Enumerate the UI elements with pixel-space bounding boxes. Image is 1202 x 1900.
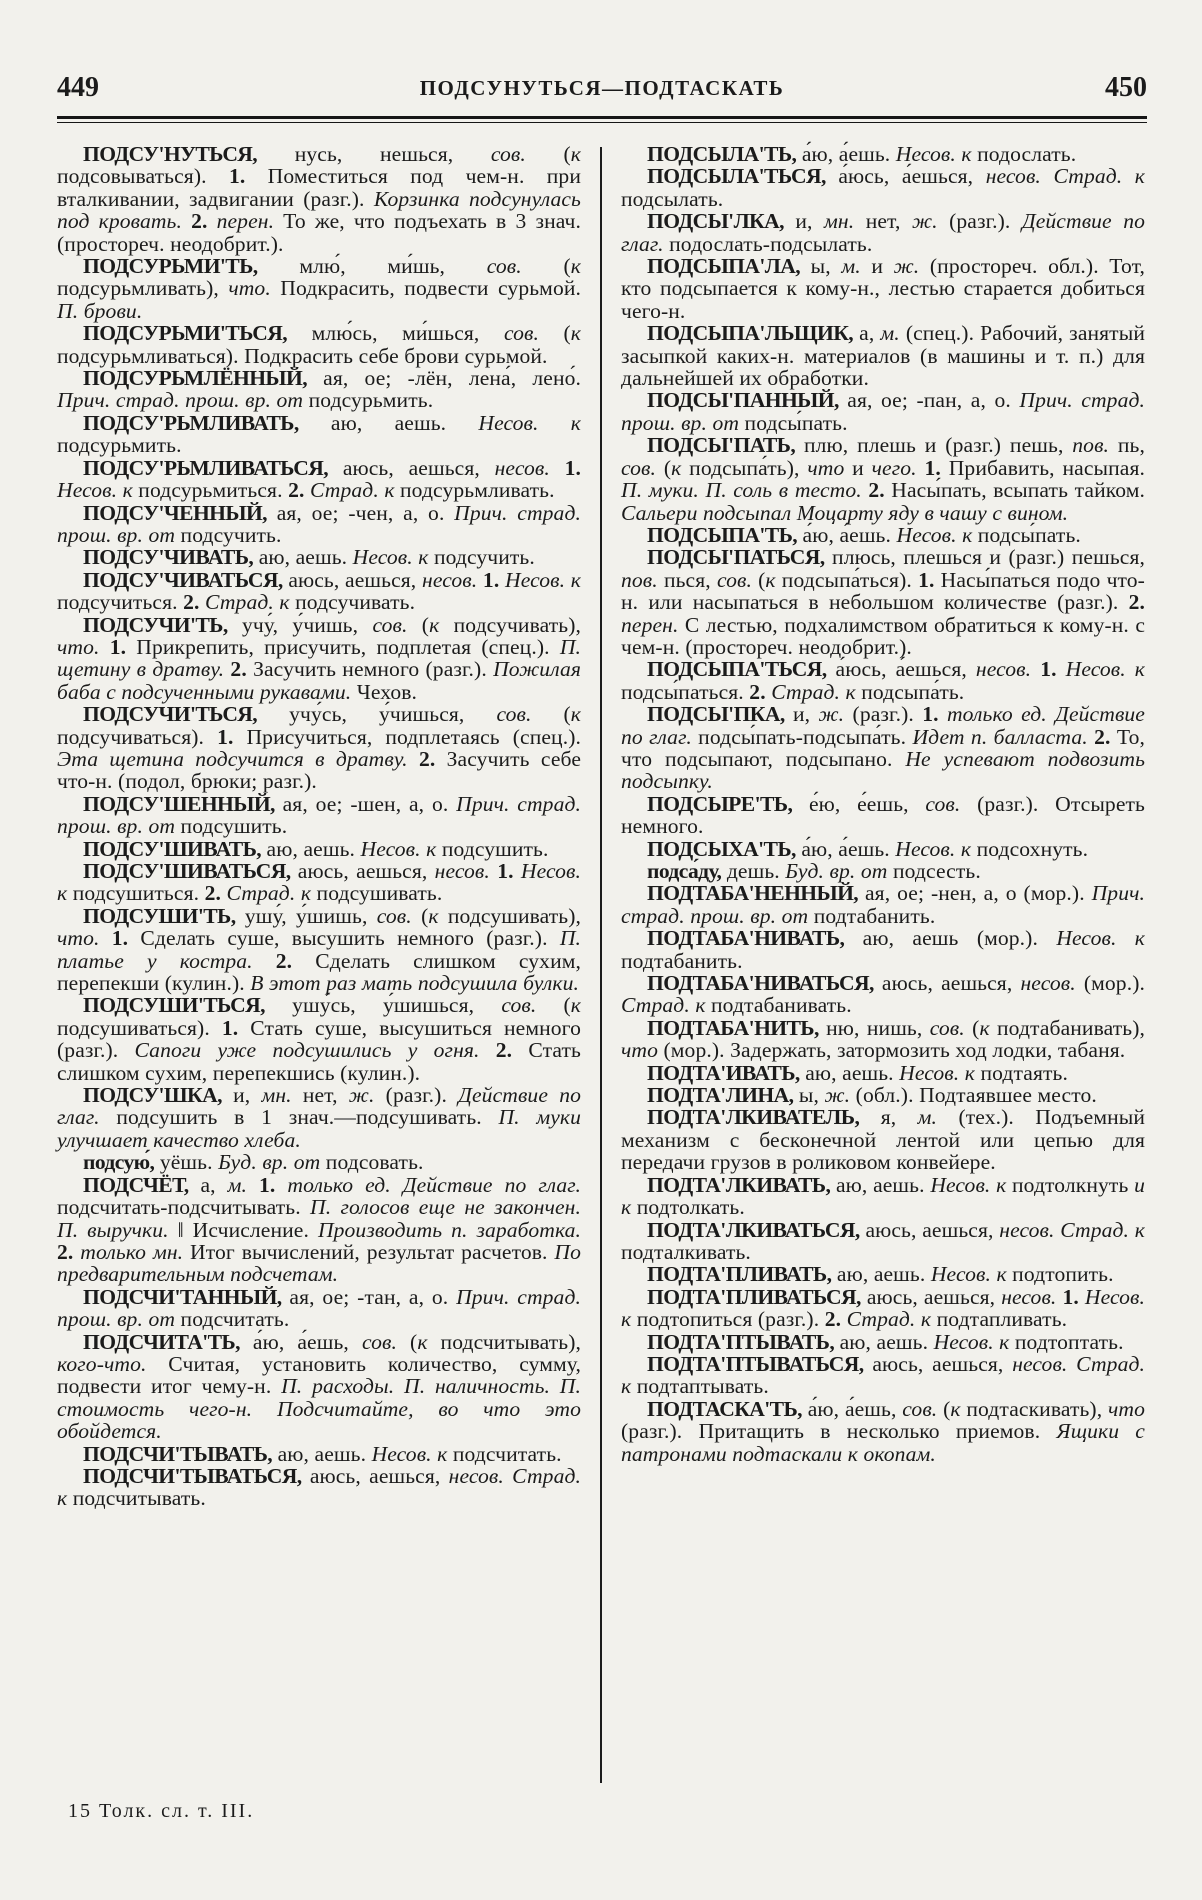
dictionary-entry: ПОДСЧИТА'ТЬ, а́ю, а́ешь, сов. (к подсчитывать), кого-что. Считая, установить количество, сумму, подвести итог чему-н. П. расходы. П. наличность. П. стоимость чего-н. Подсчитайте, во что это обойдется. [57,1329,581,1444]
dictionary-entry: ПОДСУЧИ'ТЬСЯ, учу́сь, у́чишься, сов. (к подсучиваться). 1. Присучиться, подплетаясь (спец.). Эта щетина подсучится в дратву. 2. Засучить себе что-н. (подол, брюки; разг.). [57,702,582,794]
dictionary-entry: ПОДСУ'ЧИВАТЬСЯ, аюсь, аешься, несов. 1. Несов. к подсучиться. 2. Страд. к подсучивать. [57,567,582,615]
dictionary-entry: ПОДСУ'ШИВАТЬ, аю, аешь. Несов. к подсушить. [83,836,549,861]
dictionary-entry: ПОДТА'ЛИНА, ы, ж. (обл.). Подтаявшее место. [647,1083,1097,1108]
dictionary-entry: ПОДТА'ЛКИВАТЬ, аю, аешь. Несов. к подтолкнуть и к подтолкать. [621,1172,1146,1220]
dictionary-entry: ПОДСУ'ШЕННЫЙ, ая, ое; -шен, а, о. Прич. страд. прош. вр. от подсушить. [57,791,581,839]
dictionary-entry: ПОДСЫПА'ТЬСЯ, а́юсь, а́ешься, несов. 1. Несов. к подсы́паться. 2. Страд. к подсыпа́ть. [621,657,1146,704]
text-columns [57,143,1147,1793]
dictionary-entry: ПОДТА'ПЛИВАТЬСЯ, аюсь, аешься, несов. 1. Несов. к подтопиться (разг.). 2. Страд. к подтапливать. [621,1284,1146,1332]
dictionary-entry: ПОДТА'ЛКИВАТЬСЯ, аюсь, аешься, несов. Страд. к подталкивать. [621,1217,1145,1264]
dictionary-entry: ПОДСУЧИ'ТЬ, учу́, у́чишь, сов. (к подсучивать), что. 1. Прикрепить, присучить, подплетая (спец.). П. щетину в дратву. 2. Засучить немного (разг.). Пожилая баба с подсученными рукавами. Чехов. [57,612,582,704]
dictionary-entry: ПОДСУРЬМЛЁННЫЙ, ая, ое; -лён, лена́, лено́. Прич. страд. прош. вр. от подсурьмить. [57,366,581,413]
dictionary-entry: ПОДСЫ'ПКА, и, ж. (разг.). 1. только ед. Действие по глаг. подсы́пать-подсыпа́ть. Идет п. балласта. 2. То, что подсыпают, подсыпано. Не успевают подвозить подсыпку. [621,702,1145,794]
dictionary-entry: ПОДСЫЛА'ТЬСЯ, а́юсь, а́ешься, несов. Страд. к подсылать. [621,164,1145,211]
dictionary-entry: ПОДСУ'ЧЕННЫЙ, ая, ое; -чен, а, о. Прич. страд. прош. вр. от подсучить. [57,500,581,547]
dictionary-entry: ПОДСУ'ЧИВАТЬ, аю, аешь. Несов. к подсучить. [83,545,535,570]
dictionary-entry: ПОДТАБА'НИТЬ, ню, нишь, сов. (к подтабанивать), что (мор.). Задержать, затормозить ход лодки, табаня. [621,1015,1146,1063]
dictionary-entry: ПОДТА'ИВАТЬ, аю, аешь. Несов. к подтаять. [647,1060,1069,1085]
column-divider [600,147,602,1783]
dictionary-entry: ПОДСЫРЕ'ТЬ, е́ю, е́ешь, сов. (разг.). Отсыреть немного. [621,791,1145,839]
dictionary-entry: ПОДСЧИ'ТАННЫЙ, ая, ое; -тан, а, о. Прич. страд. прош. вр. от подсчитать. [57,1284,581,1332]
dictionary-entry: ПОДСЧЁТ, а, м. 1. только ед. Действие по глаг. подсчитать-подсчитывать. П. голосов еще не закончен. П. выручки. ‖ Исчисление. Производить п. заработка. 2. только мн. Итог вычислений, результат расчетов. По предварительным подсчетам. [57,1172,582,1287]
left-column [57,143,581,1793]
dictionary-entry: ПОДСУШИ'ТЬСЯ, ушу́сь, у́шишься, сов. (к подсушиваться). 1. Стать суше, высушиться немного (разг.). Сапоги уже подсушились у огня. 2. Стать слишком сухим, перепекшись (кулин.). [57,993,581,1085]
dictionary-entry: ПОДСУРЬМИ'ТЬ, млю́, ми́шь, сов. (к подсурьмливать), что. Подкрасить, подвести сурьмой. П. брови. [57,254,581,323]
dictionary-entry: ПОДТАБА'НЕННЫЙ, ая, ое; -нен, а, о (мор.). Прич. страд. прош. вр. от подтабанить. [621,881,1145,928]
signature-footer: 15 Толк. сл. т. III. [68,1800,255,1822]
right-column-number: 450 [1105,72,1147,103]
dictionary-entry: ПОДСЫ'ПАННЫЙ, ая, ое; -пан, а, о. Прич. страд. прош. вр. от подсы́пать. [621,388,1145,435]
dictionary-entry: ПОДТА'ЛКИВАТЕЛЬ, я, м. (тех.). Подъемный механизм с бесконечной лентой или цепью для передачи грузов в роликовом конвейере. [621,1105,1145,1175]
header-rule [57,116,1147,123]
dictionary-entry: ПОДСУ'РЬМЛИВАТЬ, аю, аешь. Несов. к подсурьмить. [57,410,582,458]
dictionary-entry: ПОДСУРЬМИ'ТЬСЯ, млю́сь, ми́шься, сов. (к подсурьмливаться). Подкрасить себе брови сурьмой. [57,321,581,368]
dictionary-entry: ПОДТАСКА'ТЬ, а́ю, а́ешь, сов. (к подтаскивать), что (разг.). Притащить в несколько приемов. Ящики с патронами подтаскали к окопам. [621,1396,1146,1466]
page-content [57,66,1147,1793]
dictionary-entry: ПОДТАБА'НИВАТЬСЯ, аюсь, аешься, несов. (мор.). Страд. к подтабанивать. [621,971,1145,1018]
dictionary-entry: ПОДСЫЛА'ТЬ, а́ю, а́ешь. Несов. к подослать. [647,142,1077,166]
dictionary-entry: ПОДТА'ПТЫВАТЬ, аю, аешь. Несов. к подтоптать. [647,1329,1124,1354]
dictionary-entry: ПОДСЧИ'ТЫВАТЬ, аю, аешь. Несов. к подсчитать. [83,1441,562,1466]
dictionary-entry: ПОДСУ'ШКА, и, мн. нет, ж. (разг.). Действие по глаг. подсушить в 1 знач.—подсушивать. П. муки улучшает качество хлеба. [57,1083,581,1152]
dictionary-entry: ПОДСЫПА'ЛА, ы, м. и ж. (простореч. обл.). Тот, кто подсыпается к кому-н., лестью старается добиться чего-н. [621,254,1145,323]
dictionary-entry: ПОДСЫ'ПАТЬСЯ, плюсь, плешься и (разг.) пешься, пов. пься, сов. (к подсыпа́ться). 1. Насы́паться подо что-н. или насыпаться в небольшом количестве (разг.). 2. перен. С лестью, подхалимством обратиться к кому-н. с чем-н. (простореч. неодобрит.). [621,545,1145,659]
dictionary-entry: ПОДСЧИ'ТЫВАТЬСЯ, аюсь, аешься, несов. Страд. к подсчитывать. [57,1463,581,1511]
dictionary-entry: ПОДСУ'ШИВАТЬСЯ, аюсь, аешься, несов. 1. Несов. к подсушиться. 2. Страд. к подсушивать. [57,859,582,906]
dictionary-entry: ПОДСУ'НУТЬСЯ, нусь, нешься, сов. (к подсовываться). 1. Поместиться под чем-н. при вталкивании, задвигании (разг.). Корзинка подсунулась под кровать. 2. перен. То же, что подъехать в 3 знач. (простореч. неодобрит.). [57,142,582,256]
dictionary-entry: ПОДСУШИ'ТЬ, ушу́, у́шишь, сов. (к подсушивать), что. 1. Сделать суше, высушить немного (разг.). П. платье у костра. 2. Сделать слишком сухим, перепекши (кулин.). В этот раз мать подсушила булки. [57,903,582,996]
running-title: ПОДСУНУТЬСЯ—ПОДТАСКАТЬ [419,76,785,100]
dictionary-entry: ПОДТА'ПТЫВАТЬСЯ, аюсь, аешься, несов. Страд. к подтаптывать. [621,1351,1145,1399]
left-column-number: 449 [57,72,99,103]
dictionary-entry: ПОДТАБА'НИВАТЬ, аю, аешь (мор.). Несов. к подтабанить. [621,926,1145,973]
dictionary-entry: ПОДСУ'РЬМЛИВАТЬСЯ, аюсь, аешься, несов. 1. Несов. к подсурьмиться. 2. Страд. к подсурьмливать. [57,455,581,503]
page-header [57,66,1147,110]
dictionary-entry: ПОДТА'ПЛИВАТЬ, аю, аешь. Несов. к подтопить. [647,1262,1114,1287]
right-column [621,143,1145,1793]
dictionary-entry: ПОДСЫПА'ТЬ, а́ю, а́ешь. Несов. к подсы́пать. [647,522,1081,547]
dictionary-entry: ПОДСЫХА'ТЬ, а́ю, а́ешь. Несов. к подсохнуть. [647,836,1089,861]
dictionary-entry: ПОДСЫ'ЛКА, и, мн. нет, ж. (разг.). Действие по глаг. подослать-подсылать. [621,209,1146,256]
dictionary-entry: подса́ду, дешь. Буд. вр. от подсесть. [647,859,981,883]
dictionary-entry: подсую́, уёшь. Буд. вр. от подсовать. [83,1150,424,1175]
dictionary-entry: ПОДСЫ'ПАТЬ, плю, плешь и (разг.) пешь, пов. пь, сов. (к подсыпа́ть), что и чего. 1. Прибавить, насыпая. П. муки. П. соль в тесто. 2. Насы́пать, всыпать тайком. Сальери подсыпал Моцарту яду в чашу с вином. [621,433,1146,525]
dictionary-entry: ПОДСЫПА'ЛЬЩИК, а, м. (спец.). Рабочий, занятый засыпкой каких-н. материалов (в машины и т. п.) для дальнейшей их обработки. [621,321,1145,391]
